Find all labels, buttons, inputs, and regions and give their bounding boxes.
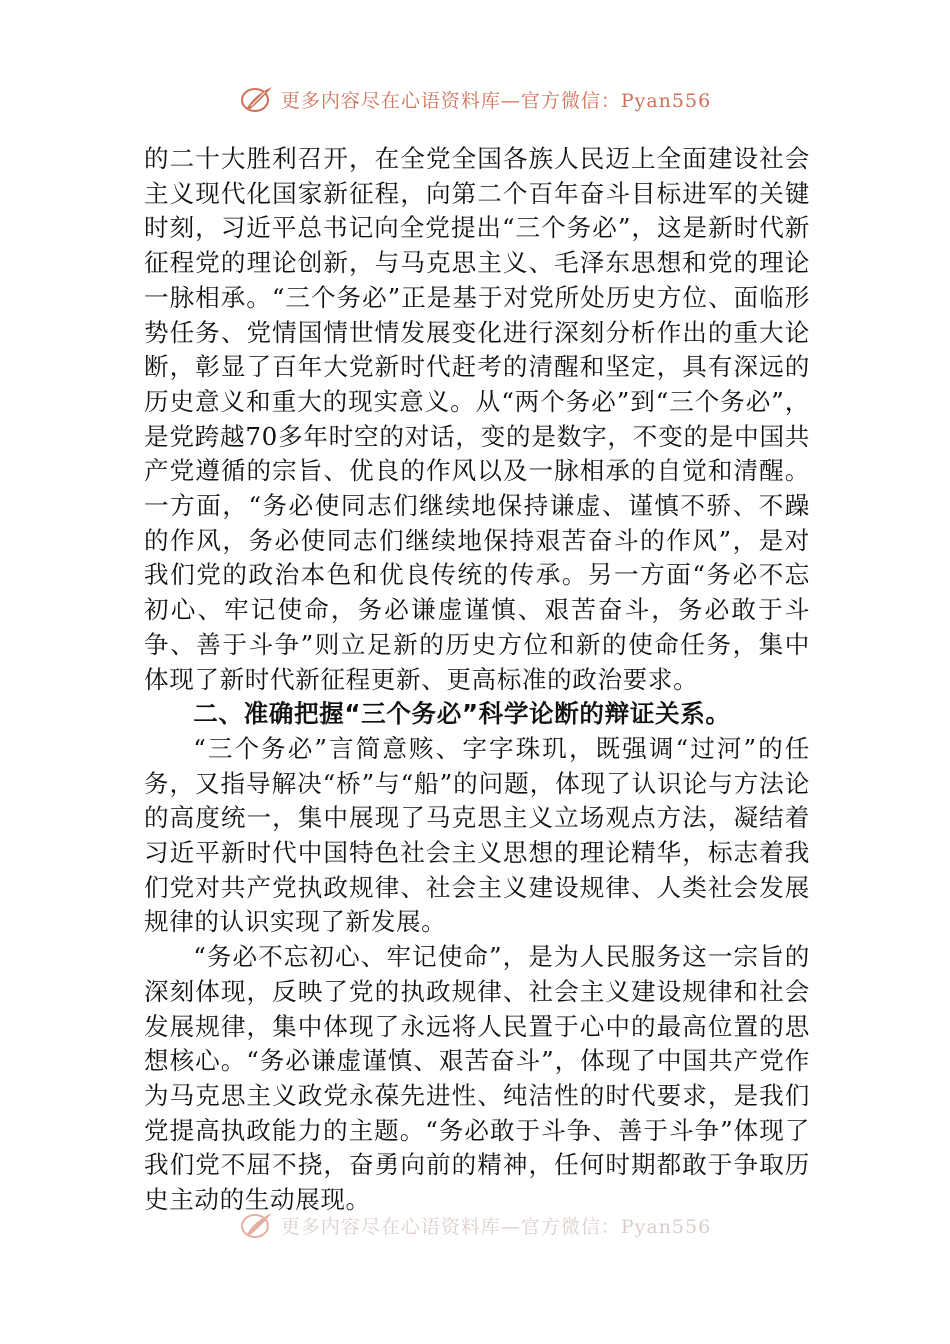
quill-pen-logo-icon: [239, 84, 275, 114]
watermark-footer: [0, 1210, 950, 1240]
section-heading: 二、准确把握“三个务必”科学论断的辩证关系。: [193, 699, 731, 729]
document-body: [144, 142, 810, 1218]
watermark-header: [0, 84, 950, 114]
paragraph: “务必不忘初心、牢记使命”，是为人民服务这一宗旨的深刻体现，反映了党的执政规律、社会主义建设规律和社会发展规律，集中体现了永远将人民置于心中的最高位置的思想核心。“务必谦虚谨慎、艰苦奋斗”，体现了中国共产党作为马克思主义政党永葆先进性、纯洁性的时代要求，是我们党提高执政能力的主题。“务必敢于斗争、善于斗争”体现了我们党不屈不挠，奋勇向前的精神，任何时期都敢于争取历史主动的生动展现。: [144, 942, 810, 1215]
watermark-text: 更多内容尽在心语资料库—官方微信：Pyan556: [280, 89, 712, 112]
paragraph: “三个务必”言简意赅、字字珠玑，既强调“过河”的任务，又指导解决“桥”与“船”的问题，体现了认识论与方法论的高度统一，集中展现了马克思主义立场观点方法，凝结着习近平新时代中国特色社会主义思想的理论精华，标志着我们党对共产党执政规律、社会主义建设规律、人类社会发展规律的认识实现了新发展。: [144, 733, 810, 937]
quill-pen-logo-icon: [239, 1210, 275, 1240]
watermark-text: 更多内容尽在心语资料库—官方微信：Pyan556: [280, 1215, 712, 1238]
paragraph-continued: 的二十大胜利召开，在全党全国各族人民迈上全面建设社会主义现代化国家新征程，向第二个百年奋斗目标进军的关键时刻，习近平总书记向全党提出“三个务必”，这是新时代新征程党的理论创新，与马克思主义、毛泽东思想和党的理论一脉相承。“三个务必”正是基于对党所处历史方位、面临形势任务、党情国情世情发展变化进行深刻分析作出的重大论断，彰显了百年大党新时代赶考的清醒和坚定，具有深远的历史意义和重大的现实意义。从“两个务必”到“三个务必”，是党跨越70多年时空的对话，变的是数字，不变的是中国共产党遵循的宗旨、优良的作风以及一脉相承的自觉和清醒。一方面，“务必使同志们继续地保持谦虚、谨慎不骄、不躁的作风，务必使同志们继续地保持艰苦奋斗的作风”，是对我们党的政治本色和优良传统的传承。另一方面“务必不忘初心、牢记使命，务必谦虚谨慎、艰苦奋斗，务必敢于斗争、善于斗争”则立足新的历史方位和新的使命任务，集中体现了新时代新征程更新、更高标准的政治要求。: [144, 144, 810, 694]
